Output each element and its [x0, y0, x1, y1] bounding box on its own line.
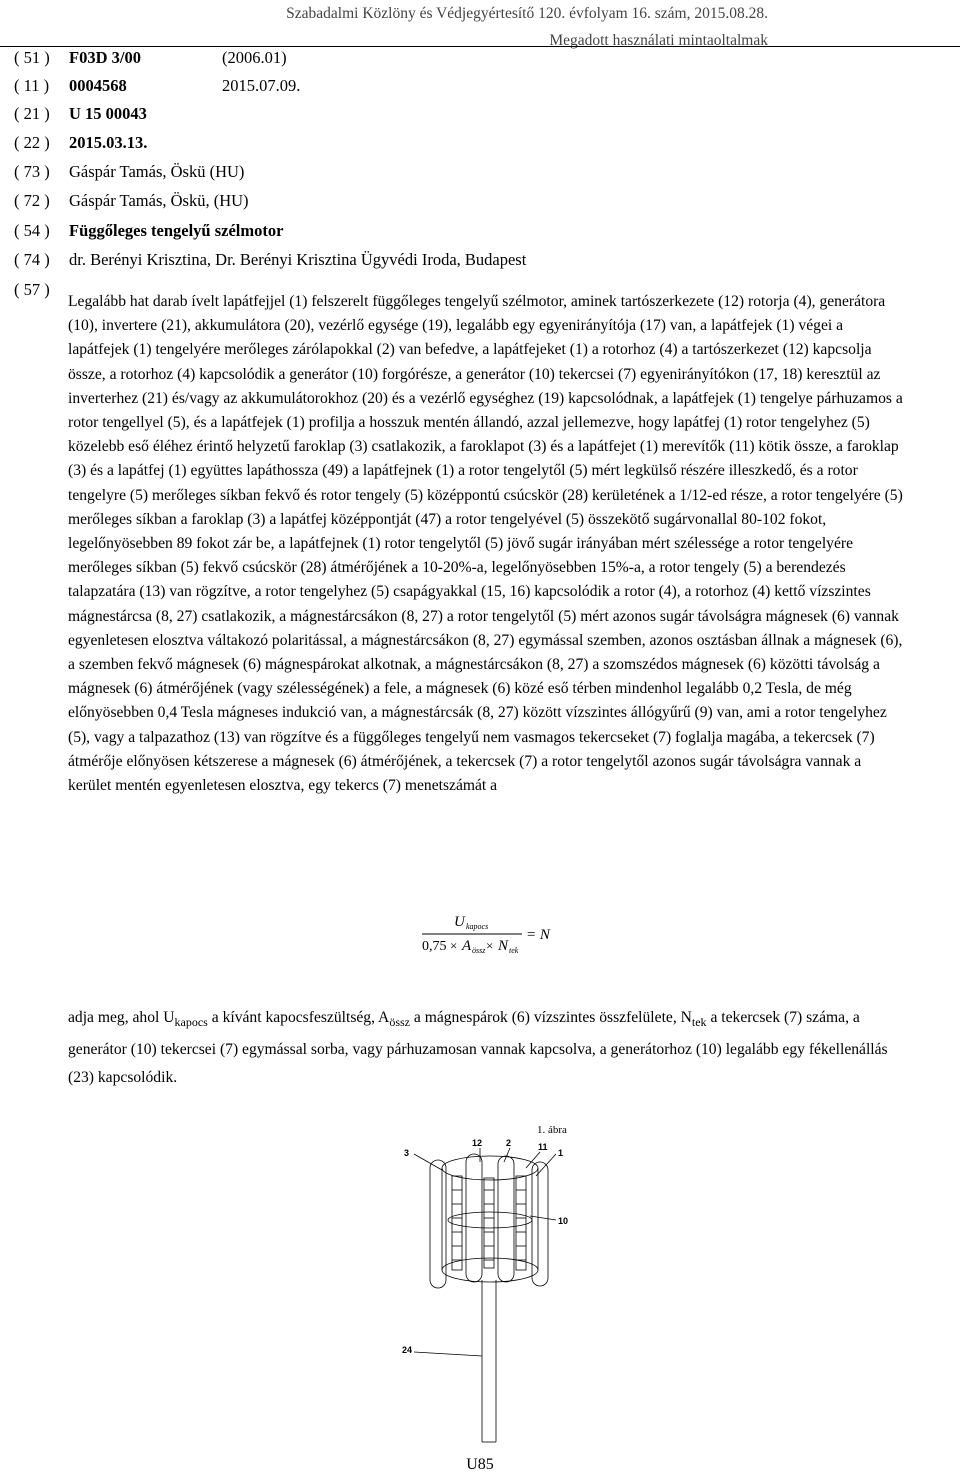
label-10: 10 — [558, 1216, 569, 1226]
closing-sub: össz — [389, 1015, 410, 1030]
field-code: ( 74 ) — [14, 250, 50, 269]
field-value: Gáspár Tamás, Öskü, (HU) — [69, 191, 249, 210]
field-code: ( 21 ) — [14, 104, 50, 123]
winding-formula — [420, 910, 600, 960]
label-2: 2 — [506, 1138, 512, 1148]
formula-area-sub: össz — [472, 946, 486, 955]
abstract-text — [68, 290, 908, 798]
field-code: ( 51 ) — [14, 48, 50, 67]
turbine-drawing — [414, 1148, 556, 1442]
page-number: U85 — [466, 1456, 494, 1473]
formula-numerator-sub: kapocs — [466, 922, 489, 931]
field-value: 2015.03.13. — [69, 133, 148, 152]
formula-times-2: × — [486, 938, 494, 953]
formula-count: N — [498, 938, 509, 954]
formula-times-1: × — [450, 938, 458, 953]
journal-title: Szabadalmi Közlöny és Védjegyértesítő 120. évfolyam 16. szám, 2015.08.28. — [286, 5, 768, 22]
field-code: ( 54 ) — [14, 221, 50, 240]
field-code: ( 72 ) — [14, 191, 50, 210]
label-3: 3 — [404, 1148, 410, 1158]
field-value-secondary: 2015.07.09. — [222, 76, 301, 95]
field-code: ( 57 ) — [14, 280, 50, 299]
field-value: dr. Berényi Krisztina, Dr. Berényi Krisztina Ügyvédi Iroda, Budapest — [69, 250, 527, 269]
field-code: ( 22 ) — [14, 133, 50, 152]
label-24: 24 — [402, 1345, 413, 1355]
field-value: 0004568 — [69, 76, 127, 95]
wind-turbine-figure — [380, 1120, 600, 1450]
field-code: ( 11 ) — [14, 76, 50, 95]
header-divider — [0, 46, 960, 47]
formula-numerator-u: U — [454, 914, 465, 930]
closing-text: adja meg, ahol U — [68, 1009, 175, 1026]
formula-count-sub: tek — [509, 946, 519, 955]
formula-coefficient: 0,75 — [422, 939, 447, 954]
field-code: ( 73 ) — [14, 162, 50, 181]
field-value: F03D 3/00 — [69, 48, 141, 67]
field-value: U 15 00043 — [69, 104, 147, 123]
closing-text: a kívánt kapocsfeszültség, A — [207, 1009, 390, 1026]
figure-caption: 1. ábra — [537, 1124, 567, 1136]
label-1: 1 — [558, 1148, 564, 1158]
field-value: Függőleges tengelyű szélmotor — [69, 221, 284, 240]
label-12: 12 — [472, 1138, 483, 1148]
formula-result: = N — [526, 927, 550, 943]
formula-area: A — [462, 938, 472, 954]
abstract-paragraph: Legalább hat darab ívelt lapátfejjel (1) felszerelt függőleges tengelyű szélmotor, aminek tartószerkezete (12) rotorja (4), generátora (10), invertere (21), akkumulátora (20), vezérlő egysége (19), legalább egy egyenirányítója (17) van, a lapátfejek (1) végei a lapátfejek (1) tengelyére merőleges zárólapokkal (2) van befedve, a lapátfejeket (1) a rotorhoz (4) a tartószerkezet (12) kapcsolja össze, a rotorhoz (4) kapcsolódik a generátor (10) forgórésze, a generátor (10) tekercsei (7) egyenirányítókon (17, 18) keresztül az inverterhez (21) és/vagy az akkumulátorokhoz (20) és a vezérlő egységhez (19) kapcsolódnak, a lapátfejek (1) tengelye párhuzamos a rotor tengellyel (5), és a lapátfejek (1) profilja a hosszuk mentén állandó, azzal jellemezve, hogy lapátfej (1) rotor tengelyhez (5) közelebb eső éléhez érintő helyzetű faroklap (3) csatlakozik, a faroklapot (3) és a lapátfejet (1) merevítők (11) kötik össze, a faroklap (3) és a lapátfej (1) együttes lapáthossza (49) a lapátfejnek (1) a rotor tengelytől (5) mért legkülső részére illeszkedő, és a rotor tengelyre (5) merőleges síkban fekvő és rotor tengely (5) középpontú csúcskör (28) kerületének a 1/12-ed része, a rotor tengelyére (5) merőleges síkban a faroklap (3) a lapátfej középpontját (47) a rotor tengelyével (5) összekötő sugárvonallal 80-102 fokot, legelőnyösebben 89 fokot zár be, a lapátfejnek (1) rotor tengelytől (5) jövő sugár irányában mért szélessége a rotor tengelyére merőleges síkban (5) fekvő csúcskör (28) átmérőjének a 10-20%-a, legelőnyösebben 15%-a, a rotor tengely (5) a berendezés talapzatára (13) van rögzítve, a rotor tengelyhez (5) csapágyakkal (15, 16) kapcsolódik a rotor (4), a rotorhoz (4) kettő vízszintes mágnestárcsa (8, 27) csatlakozik, a mágnestárcsákon (8, 27) a rotor tengelytől (5) mért azonos sugár távolságra mágnesek (6) vannak egyenletesen elosztva váltakozó polaritással, a mágnestárcsákon (8, 27) egymással szemben, azonos osztásban állnak a mágnesek (6), a szemben fekvő mágnesek (6) mágnespárokat alkotnak, a mágnestárcsákon (8, 27) a szomszédos mágnesek (6) közötti távolság a mágnesek (6) átmérőjének (vagy szélességének) a fele, a mágnesek (6) közé eső térben mindenhol legalább 0,2 Tesla, de még előnyösebben 0,4 Tesla mágneses indukció van, a mágnestárcsák (8, 27) között vízszintes állógyűrű (9) van, ami a rotor tengelyhez (5), vagy a talpazathoz (13) van rögzítve és a függőleges tengelyű nem vasmagos tekercseket (7) foglalja magába, a tekercsek (7) átmérője előnyösen kétszerese a mágnesek (6) átmérőjének, a tekercsek (7) a rotor tengelytől azonos sugár távolságra vannak a kerület mentén egyenletesen elosztva, egy tekercs (7) menetszámát a — [68, 293, 903, 795]
closing-text: a mágnespárok (6) vízszintes összfelülete, N — [409, 1009, 692, 1026]
label-11: 11 — [538, 1142, 548, 1152]
section-title: Megadott használati mintaoltalmak — [549, 32, 768, 49]
closing-sub: kapocs — [174, 1015, 208, 1030]
closing-text: a tekercsek (7) száma, a generátor (10) tekercsei (7) egymással sorba, vagy párhuzamosan vannak kapcsolva, a generátorhoz (10) legalább egy fékellenállás (23) kapcsolódik. — [68, 1009, 888, 1087]
closing-paragraph — [68, 1004, 908, 1092]
closing-sub: tek — [691, 1015, 707, 1030]
field-value: Gáspár Tamás, Öskü (HU) — [69, 162, 245, 181]
field-value-secondary: (2006.01) — [222, 48, 287, 67]
